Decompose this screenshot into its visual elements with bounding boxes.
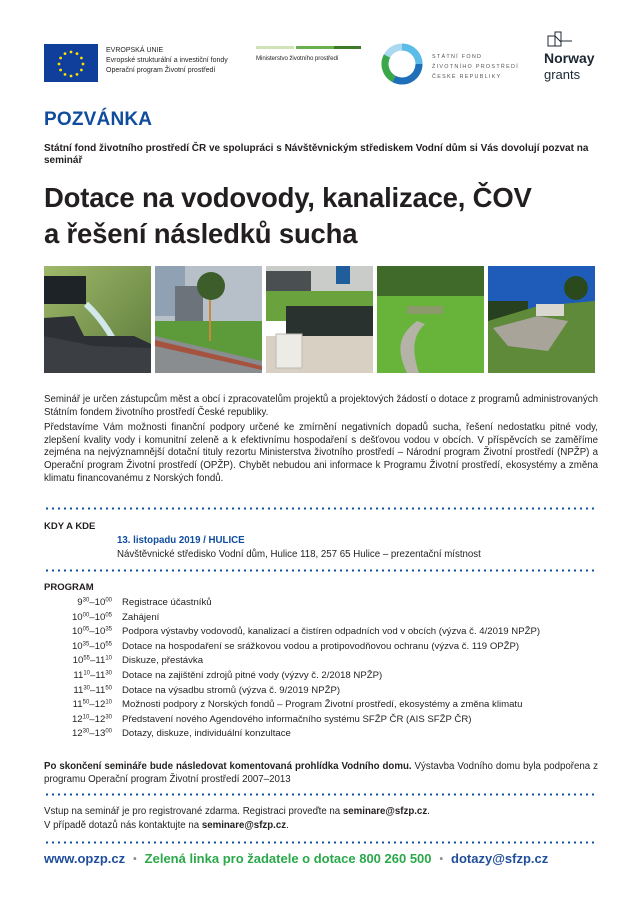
contact-text: V případě dotazů nás kontaktujte na xyxy=(44,819,202,831)
sfzp-logo xyxy=(380,42,520,88)
time-part: – xyxy=(90,684,96,696)
time-part: 30 xyxy=(82,597,90,604)
time-part: 10 xyxy=(72,655,84,667)
after-seminar-note xyxy=(44,760,598,786)
time-part: 12 xyxy=(94,713,106,725)
sfzp-line1: STÁTNÍ FOND xyxy=(432,54,483,60)
program-row xyxy=(44,698,604,713)
time-part: 10 xyxy=(82,714,90,721)
program-list xyxy=(44,596,604,742)
time-part: 10 xyxy=(71,611,83,623)
norway-title: Norway xyxy=(544,50,595,66)
eu-funds: Evropské strukturální a investiční fondy xyxy=(106,57,228,64)
time-part: 50 xyxy=(82,699,90,706)
program-label: PROGRAM xyxy=(44,582,94,593)
title-line-1: Dotace na vodovody, kanalizace, ČOV xyxy=(44,182,532,213)
time-part: – xyxy=(89,713,95,725)
time-part: – xyxy=(89,640,95,652)
time-part: 00 xyxy=(105,597,112,604)
photo-water-pipe xyxy=(44,266,151,373)
divider xyxy=(44,841,598,844)
sfzp-line3: ČESKÉ REPUBLIKY xyxy=(432,74,502,80)
divider xyxy=(44,507,598,510)
time-part: – xyxy=(89,699,95,711)
photo-park xyxy=(377,266,484,373)
time-part: 10 xyxy=(94,611,106,623)
time-part: – xyxy=(89,728,95,740)
program-time xyxy=(44,727,112,742)
separator: • xyxy=(133,854,137,865)
program-time xyxy=(44,698,112,713)
program-row xyxy=(44,669,604,684)
event-date: 13. listopadu 2019 / HULICE xyxy=(117,535,245,546)
time-part: 11 xyxy=(73,669,84,681)
photo-pond xyxy=(266,266,373,373)
registration-text: Vstup na seminář je pro registrované zdarma. Registraci proveďte na xyxy=(44,806,343,817)
time-part: – xyxy=(89,611,95,623)
program-time xyxy=(44,684,112,699)
intro-text: Státní fond životního prostředí ČR ve spolupráci s Návštěvnickým střediskem Vodní dům si Vás dovolují pozvat na seminář xyxy=(44,143,589,166)
time-part: 10 xyxy=(94,640,106,652)
program-row xyxy=(44,596,604,611)
ministry-logo xyxy=(256,46,361,62)
program-time xyxy=(44,669,112,684)
time-part: 30 xyxy=(82,728,90,735)
time-part: 10 xyxy=(94,597,106,608)
program-time xyxy=(44,596,112,611)
time-part: 05 xyxy=(105,612,112,619)
time-part: – xyxy=(90,655,96,667)
program-row xyxy=(44,727,604,742)
time-part: 30 xyxy=(105,670,112,677)
program-time xyxy=(44,625,112,640)
time-part: – xyxy=(90,669,96,681)
funding-note: Výstavba Vodního domu byla podpořena z programu Operační program Životní prostředí 2007–2013 xyxy=(44,761,598,785)
time-part: 10 xyxy=(71,626,83,638)
program-time xyxy=(44,640,112,655)
program-time xyxy=(44,713,112,728)
tour-note: Po skončení semináře bude následovat komentovaná prohlídka Vodního domu. xyxy=(44,761,412,772)
program-time xyxy=(44,611,112,626)
time-part: 11 xyxy=(73,684,84,696)
time-part: 10 xyxy=(105,699,112,706)
time-part: 10 xyxy=(83,670,90,677)
description-paragraph-2: Představíme Vám možnosti finanční podpory určené ke zmírnění negativních dopadů sucha, řešení nedostatku pitné vody, zlepšení kvality vody i komunitní zeleně a k efektivnímu hospodaření s dešťovou vodou v obcích. V příspěvcích se zaměříme zejména na nejvýznamnější dotační tituly rezortu Ministerstva životního prostředí – Národní program Životní prostředí (NPŽP) a Operační program Životní prostředí (OPŽP). Chybět nebudou ani informace k Programu Životní prostředí, ekosystémy a změna klimatu financovanému z Norských fondů. xyxy=(44,422,598,484)
time-part: 35 xyxy=(105,626,112,633)
program-item: Dotazy, diskuze, individuální konzultace xyxy=(122,728,291,740)
hotline-text: Zelená linka pro žadatele o dotace 800 260 500 xyxy=(144,851,432,866)
website-link[interactable]: www.opzp.cz xyxy=(44,851,126,866)
time-part: 9 xyxy=(77,597,83,608)
separator: • xyxy=(439,854,444,865)
invitation-label: POZVÁNKA xyxy=(44,109,153,130)
program-item: Představení nového Agendového informačního systému SFŽP ČR (AIS SFŽP ČR) xyxy=(122,713,472,725)
time-part: 10 xyxy=(94,626,106,638)
ministry-stripes-icon xyxy=(256,46,361,49)
time-part: 55 xyxy=(105,641,112,648)
program-item: Dotace na výsadbu stromů (výzva č. 9/2019 NPŽP) xyxy=(122,684,341,696)
program-row xyxy=(44,611,604,626)
program-row xyxy=(44,640,604,655)
time-part: – xyxy=(89,626,95,638)
program-time xyxy=(44,654,112,669)
photo-embankment xyxy=(488,266,595,373)
program-row xyxy=(44,654,604,669)
program-item: Dotace na hospodaření se srážkovou vodou a protipovodňovou ochranu (výzva č. 119 OPŽP) xyxy=(122,640,520,652)
eu-program: Operační program Životní prostředí xyxy=(106,67,216,74)
program-item: Registrace účastníků xyxy=(122,597,212,608)
description-paragraph-1: Seminář je určen zástupcům měst a obcí i zpracovatelům projektů a projektových žádostí o dotace z programů administrovaných Státním fondem životního prostředí České republiky. xyxy=(44,394,598,418)
when-where-label: KDY A KDE xyxy=(44,521,96,532)
time-part: 35 xyxy=(82,641,90,648)
time-part: 12 xyxy=(94,699,106,711)
description xyxy=(44,394,598,488)
eu-title: EVROPSKÁ UNIE xyxy=(106,47,164,54)
time-part: 11 xyxy=(72,699,83,711)
event-place: Návštěvnické středisko Vodní dům, Hulice 118, 257 65 Hulice – prezentační místnost xyxy=(117,549,481,560)
title-line-2: a řešení následků sucha xyxy=(44,218,358,249)
time-part: – xyxy=(89,597,95,608)
logo-bar xyxy=(44,28,621,98)
sfzp-circle-icon xyxy=(380,42,424,91)
time-part: 13 xyxy=(94,728,106,740)
registration-email-link[interactable]: seminare@sfzp.cz xyxy=(342,806,428,817)
program-row xyxy=(44,713,604,728)
program-item: Možnosti podpory z Norských fondů – Program Životní prostředí, ekosystémy a změna klimatu xyxy=(122,699,523,711)
time-part: 11 xyxy=(95,684,106,696)
time-part: 30 xyxy=(105,714,112,721)
time-part: 05 xyxy=(82,626,90,633)
program-item: Zahájení xyxy=(122,611,160,623)
eu-flag-icon xyxy=(44,44,98,82)
time-part: 12 xyxy=(71,728,83,740)
period: . xyxy=(427,806,430,817)
time-part: 00 xyxy=(105,728,112,735)
footer-email-link[interactable]: dotazy@sfzp.cz xyxy=(451,851,549,866)
time-part: 10 xyxy=(71,640,83,652)
program-row xyxy=(44,625,604,640)
program-item: Podpora výstavby vodovodů, kanalizací a čistíren odpadních vod v obcích (výzva č. 4/2019 NPŽP) xyxy=(122,626,541,638)
time-part: 10 xyxy=(105,655,112,662)
contact-email-link[interactable]: seminare@sfzp.cz xyxy=(201,819,287,831)
divider xyxy=(44,569,598,572)
time-part: 11 xyxy=(95,655,106,667)
program-row xyxy=(44,684,604,699)
time-part: 30 xyxy=(83,685,90,692)
page-title xyxy=(44,180,624,252)
time-part: 12 xyxy=(71,713,83,725)
norway-subtitle: grants xyxy=(544,67,581,82)
norway-grants-logo xyxy=(544,28,624,98)
time-part: 11 xyxy=(95,669,106,681)
divider xyxy=(44,793,598,796)
time-part: 00 xyxy=(82,612,90,619)
registration-info xyxy=(44,805,598,832)
footer xyxy=(44,851,548,866)
program-item: Diskuze, přestávka xyxy=(122,655,204,667)
program-item: Dotace na zajištění zdrojů pitné vody (výzvy č. 2/2018 NPŽP) xyxy=(122,669,383,681)
ministry-name: Ministerstvo životního prostředí xyxy=(256,55,339,62)
photo-strip xyxy=(44,266,598,373)
time-part: 55 xyxy=(83,655,90,662)
sfzp-line2: ŽIVOTNÍHO PROSTŘEDÍ xyxy=(432,64,519,70)
photo-building-tree xyxy=(155,266,262,373)
period: . xyxy=(286,819,289,831)
time-part: 50 xyxy=(105,685,112,692)
